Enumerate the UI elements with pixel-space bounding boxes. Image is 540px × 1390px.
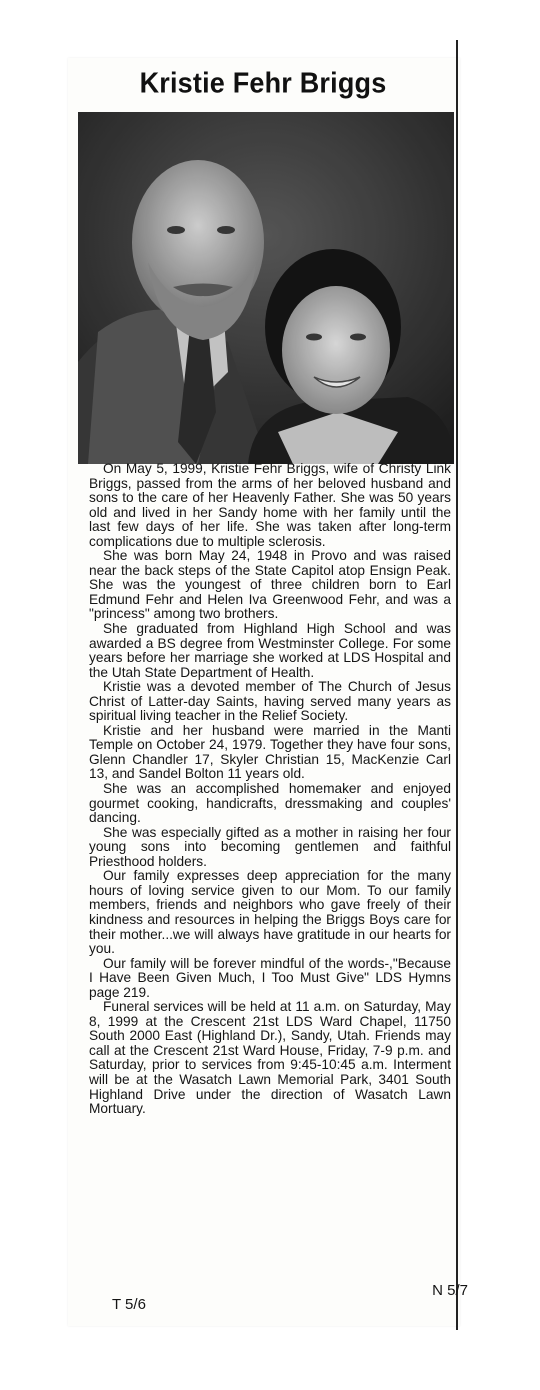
paragraph-appreciation: Our family expresses deep appreciation for the many hours of loving service given to our Mom. To our family members, friends and neighbors who gave freely of their kindness and resources in helping the Briggs Boys care for their mother...we will always have gratitude in our hearts for you. [89,868,451,957]
paragraph-homemaker: She was an accomplished homemaker and enjoyed gourmet cooking, handicrafts, dressmaking and couples' dancing. [89,781,451,826]
paragraph-hymn: Our family will be forever mindful of the words-,"Because I Have Been Given Much, I Too Must Give" LDS Hymns page 219. [89,955,451,1000]
paragraph-funeral: Funeral services will be held at 11 a.m. on Saturday, May 8, 1999 at the Crescent 21st LDS Ward Chapel, 11750 South 2000 East (Highland Dr.), Sandy, Utah. Friends may call at the Crescent 21st Ward House, Friday, 7-9 p.m. and Saturday, prior to services from 9:45-10:45 a.m. Interment will be at the Wasatch Lawn Memorial Park, 3401 South Highland Drive under the direction of Wasatch Lawn Mortuary. [89,999,451,1117]
paragraph-birth: She was born May 24, 1948 in Provo and was raised near the back steps of the State Capitol atop Ensign Peak. She was the youngest of three children born to Earl Edmund Fehr and Helen Iva Greenwood Fehr, and was a "princess" among two brothers. [89,548,451,622]
footer-left-date: T 5/6 [112,1296,146,1313]
obituary-title: Kristie Fehr Briggs [139,67,387,99]
couple-photo [78,112,454,464]
footer-right-date: N 5/7 [432,1282,468,1299]
paragraph-passing: On May 5, 1999, Kristie Fehr Briggs, wife of Christy Link Briggs, passed from the arms of her beloved husband and sons to the care of her Heavenly Father. She was 50 years old and lived in her Sandy home with her family until the last few days of her life. She was taken after long-term complications due to multiple sclerosis. [89,461,451,549]
paragraph-mother: She was especially gifted as a mother in raising her four young sons into becoming gentlemen and faithful Priesthood holders. [89,824,451,869]
paragraph-education: She graduated from Highland High School and was awarded a BS degree from Westminster College. For some years before her marriage she worked at LDS Hospital and the Utah State Department of Health. [89,621,451,680]
clipping-edge-line [456,40,458,1330]
paragraph-marriage: Kristie and her husband were married in the Manti Temple on October 24, 1979. Together they have four sons, Glenn Chandler 17, Skyler Christian 15, MacKenzie Carl 13, and Sandel Bolton 11 years old. [89,722,451,782]
obituary-body [89,462,451,1117]
paragraph-church: Kristie was a devoted member of The Church of Jesus Christ of Latter-day Saints, having served many years as spiritual living teacher in the Relief Society. [89,679,451,724]
